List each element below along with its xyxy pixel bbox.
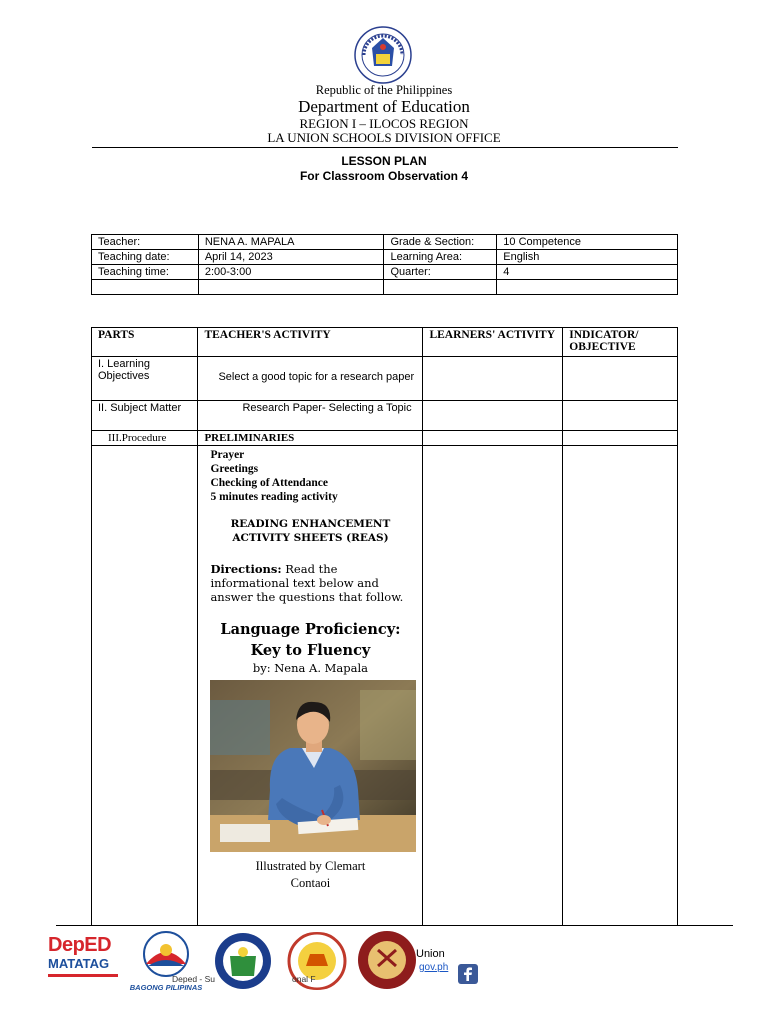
table-row [92,235,678,250]
part-cell: I. Learning Objectives [92,357,198,401]
deped-matatag-logo [48,934,118,986]
indicator-header: INDICATOR/ OBJECTIVE [563,328,678,357]
area-label: Learning Area: [384,250,497,265]
division-line: LA UNION SCHOOLS DIVISION OFFICE [267,130,501,145]
republic-line: Republic of the Philippines [315,83,453,97]
header-divider [92,147,678,148]
lesson-plan-title: LESSON PLAN [341,154,427,168]
table-row [92,431,678,446]
parts-header: PARTS [92,328,198,357]
teacher-activity-cell: Research Paper- Selecting a Topic [198,401,423,431]
date-value: April 14, 2023 [198,250,384,265]
table-row [92,446,678,926]
quarter-value: 4 [497,265,678,280]
deped-region-logo-icon [210,932,276,990]
date-label: Teaching date: [92,250,199,265]
deped-logo-text: DepED [48,934,112,956]
learners-activity-header: LEARNERS' ACTIVITY [423,328,563,357]
footer-partial-text: Deped - Su [172,974,215,984]
prelim-item: Checking of Attendance [210,477,329,489]
table-row [92,250,678,265]
illustration-credit: Illustrated by Clemart Contaoi [255,859,366,890]
part-cell: II. Subject Matter [92,401,198,431]
area-value: English [497,250,678,265]
footer-partial-text-2: onal F [292,974,316,984]
time-value: 2:00-3:00 [198,265,384,280]
prelim-item: Greetings [210,463,259,475]
quarter-label: Quarter: [384,265,497,280]
story-title: Language Proficiency: Key to Fluency [220,621,401,659]
footer-divider [56,925,733,926]
time-label: Teaching time: [92,265,199,280]
teacher-value: NENA A. MAPALA [198,235,384,250]
table-row [92,265,678,280]
department-line: Department of Education [298,97,470,116]
info-table [91,234,678,295]
vocational-school-logo-icon [356,930,418,990]
teacher-activity-header: TEACHER'S ACTIVITY [198,328,423,357]
deped-seal-icon [354,26,412,84]
bagong-pilipinas-icon [128,930,204,978]
grade-label: Grade & Section: [384,235,497,250]
matatag-logo-text: MATATAG [48,956,110,971]
grade-value: 10 Competence [497,235,678,250]
teacher-label: Teacher: [92,235,199,250]
table-row [92,280,678,295]
lesson-plan-table [91,327,678,926]
part-cell: III.Procedure [92,431,198,446]
teacher-activity-cell: PRELIMINARIES [198,431,423,446]
prelim-item: 5 minutes reading activity [210,491,338,503]
footer-union-text: Union [416,948,445,960]
facebook-icon[interactable] [458,964,478,984]
student-writing-illustration [210,680,416,852]
table-header-row [92,328,678,357]
table-row [92,401,678,431]
lesson-plan-subtitle: For Classroom Observation 4 [299,169,469,183]
story-author: by: Nena A. Mapala [252,661,369,675]
table-row [92,357,678,401]
prelim-item: Prayer [210,449,245,461]
teacher-activity-cell: Select a good topic for a research paper [218,371,415,383]
directions-label: Directions: [210,562,282,576]
footer-email-fragment[interactable]: gov.ph [419,962,449,973]
bagong-pilipinas-text: BAGONG PILIPINAS [129,983,203,992]
directions-text: Read the informational text below and answer the questions that follow. [210,562,404,604]
region-line: REGION I – ILOCOS REGION [299,116,469,131]
directions [210,562,406,604]
reas-title: READING ENHANCEMENT ACTIVITY SHEETS (REAS) [230,518,391,544]
